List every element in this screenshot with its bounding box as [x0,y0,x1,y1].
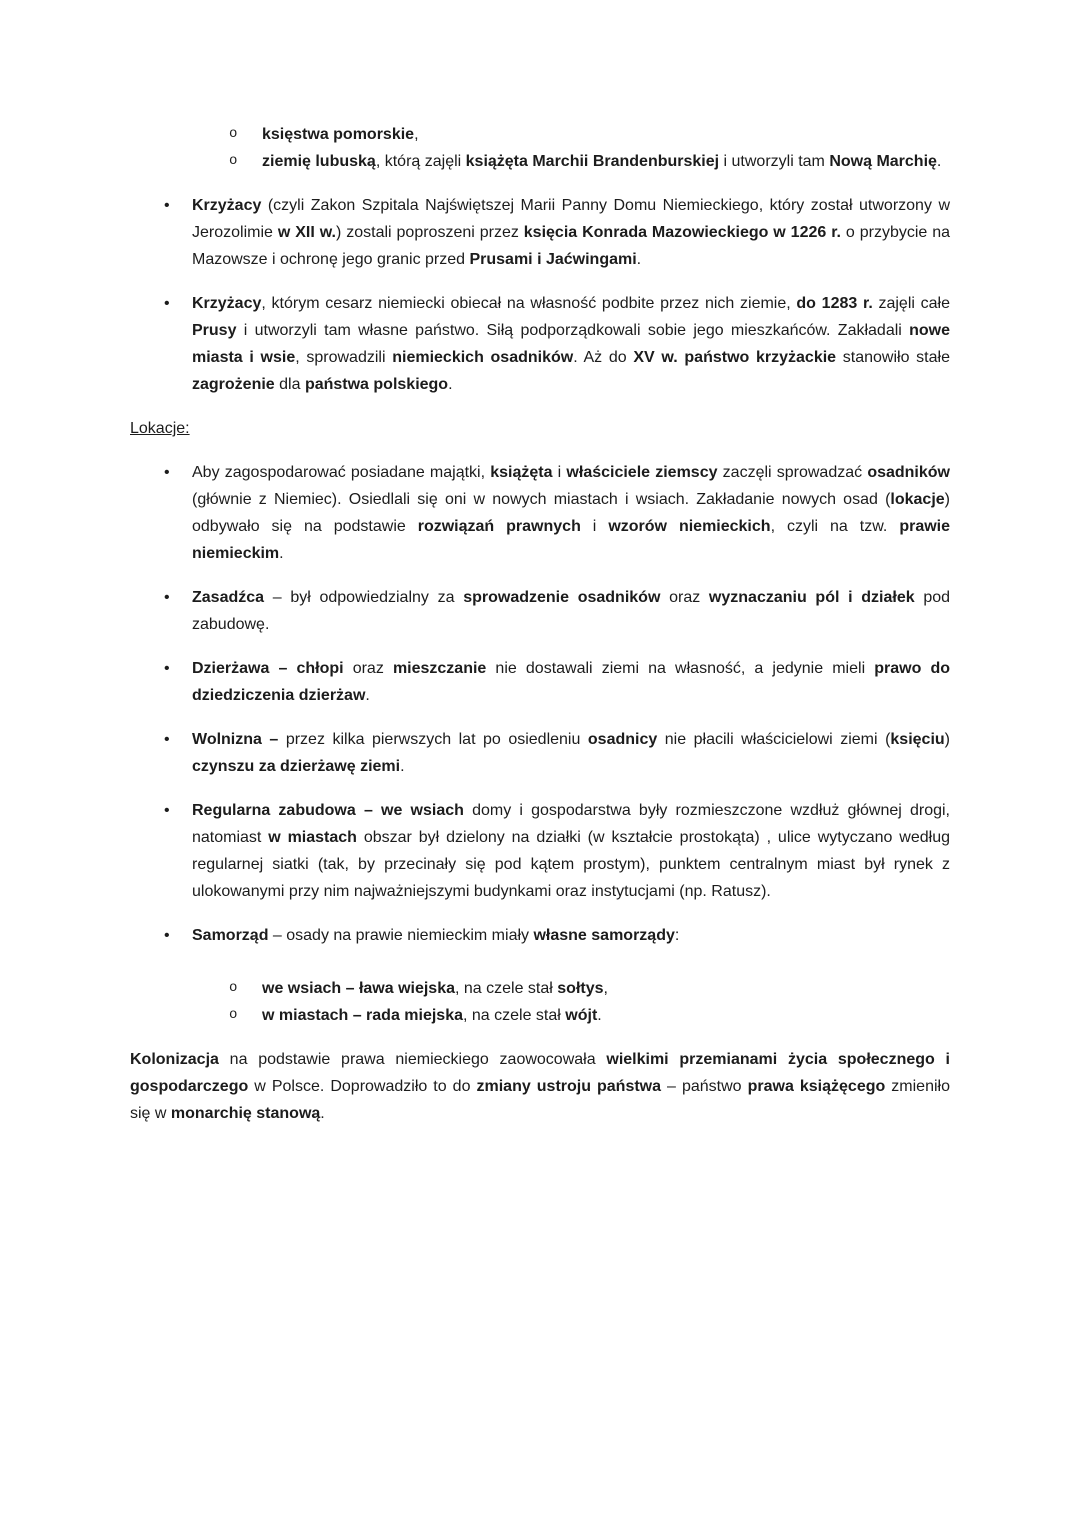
text-run: pod zabudowę. [192,589,951,633]
text-run: – był odpowiedzialny za [264,589,464,606]
text-run: . [279,545,284,562]
bold-text-run: mieszczanie [392,660,487,677]
text-run: stanowiło stałe [836,349,950,366]
text-run: , na czele stał [463,1007,566,1024]
bold-text-run: zagrożenie [192,376,275,393]
bold-text-run: niemieckich osadników [392,349,574,366]
circle-bullet-icon: o [229,153,238,169]
list-item [130,922,950,949]
bold-text-run: Prusami i Jaćwingami [469,251,637,268]
bold-text-run: państwa polskiego [304,376,449,393]
text-run: , [414,126,419,143]
list-item [130,459,950,567]
bold-text-run: Krzyżacy [192,197,262,214]
text-run: nie dostawali ziemi na własność, a jedynie mieli [486,660,875,677]
text-run: i utworzyli tam własne państwo. Siłą podporządkowali sobie jego mieszkańców. Zakładali [236,322,910,339]
bold-text-run: księciu [890,731,945,748]
text-run: ) [944,731,950,748]
text-run: ) zostali poproszeni przez [336,224,524,241]
text-run: nie płacili właścicielowi ziemi ( [657,731,891,748]
bold-text-run: zmiany ustroju państwa [476,1078,662,1095]
bold-text-run: prawie niemieckim [192,518,950,562]
text-run: przez kilka pierwszych lat po osiedleniu [278,731,588,748]
text-run: : [674,927,680,944]
text-run: (czyli Zakon Szpitala Najświętszej Marii Panny Domu Niemieckiego, który został utworzony w Jerozolimie [192,197,950,241]
text-run: . [448,376,453,393]
bullet-icon: • [164,927,170,944]
text-run: , którym cesarz niemiecki obiecał na własność podbite przez nich ziemie, [261,295,797,312]
bold-text-run: w miastach [268,829,357,846]
text-run: , [603,980,608,997]
bold-text-run: monarchię stanową [170,1105,321,1122]
list-item-text [192,927,679,944]
bullet-icon: • [164,589,170,606]
document-body [130,121,950,1127]
circle-bullet-icon: o [229,980,238,996]
bold-text-run: Nową Marchię [829,153,937,170]
bold-text-run: książęta Marchii Brandenburskiej [465,153,720,170]
text-run: . [365,687,370,704]
bold-text-run: czynszu za dzierżawę ziemi [192,758,401,775]
text-run: – państwo [661,1078,748,1095]
bold-text-run: XV w. [633,349,678,366]
bold-text-run: prawa książęcego [747,1078,886,1095]
text-run: . [597,1007,602,1024]
bullet-icon: • [164,802,170,819]
bold-text-run: Dzierżawa – chłopi [192,660,344,677]
list-item [130,192,950,273]
bold-text-run: osadnicy [587,731,658,748]
bold-text-run: osadników [867,464,950,481]
list-item [130,655,950,709]
bold-text-run: Kolonizacja [130,1051,219,1068]
text-run: . [320,1105,325,1122]
text-run: ) odbywało się na podstawie [192,491,950,535]
circle-bullet-icon: o [229,126,238,142]
bold-text-run: Wolnizna – [192,731,279,748]
text-run: zmieniło się w [130,1078,950,1122]
section-heading [130,415,950,442]
bold-text-run: sołtys [557,980,604,997]
list-item-text [262,153,941,170]
bold-text-run: rozwiązań prawnych [417,518,581,535]
text-run: i utworzyli tam [719,153,830,170]
bullet-icon: • [164,295,170,312]
bold-text-run: wielkimi przemianami życia społecznego i gospodarczego [130,1051,950,1095]
bullet-icon: • [164,464,170,481]
bold-text-run: prawo do dziedziczenia dzierżaw [192,660,951,704]
bold-text-run: wzorów niemieckich [608,518,771,535]
bullet-icon: • [164,660,170,677]
sub-list-item [130,1002,950,1029]
text-run: o przybycie na Mazowsze i ochronę jego granic przed [192,224,951,268]
list-item-text [192,731,950,775]
bold-text-run: właściciele ziemscy [566,464,718,481]
list-item-text [192,197,950,268]
bullet-icon: • [164,731,170,748]
text-run: , czyli na tzw. [770,518,900,535]
list-item-text [192,295,950,393]
bold-text-run: Samorząd [192,927,269,944]
list-item-text [262,980,608,997]
bold-text-run: wójt [565,1007,598,1024]
list-item-text [262,126,419,143]
list-item [130,290,950,398]
text-run: – osady na prawie niemieckim miały [268,927,534,944]
bold-text-run: Krzyżacy [192,295,262,312]
bold-text-run: Prusy [192,322,237,339]
bold-text-run: wyznaczaniu pól i działek [708,589,915,606]
text-run: dla [274,376,305,393]
text-run: i [580,518,609,535]
bold-text-run: w miastach – rada miejska [262,1007,463,1024]
text-run: w Polsce. Doprowadziło to do [248,1078,477,1095]
section-heading-text: Lokacje: [130,420,190,437]
text-run: . [936,153,942,170]
bold-text-run: książęta [490,464,553,481]
bold-text-run: państwo krzyżackie [684,349,837,366]
text-run: zajęli całe [872,295,950,312]
text-run: obszar był dzielony na działki (w kształcie prostokąta) , ulice wytyczano według regularnej siatki (tak, by przecinały się pod kątem prostym), punktem centralnym miast był rynek z ulokowanymi przy nim najważniejszymi budynkami oraz instytucjami (np. Ratusz). [192,829,950,900]
text-run: , sprowadzili [295,349,393,366]
bold-text-run: w XII w. [277,224,336,241]
circle-bullet-icon: o [229,1007,238,1023]
sub-list-item [130,148,950,175]
sub-list-item [130,975,950,1002]
text-run: na podstawie prawa niemieckiego zaowocowała [218,1051,607,1068]
sub-list-item [130,121,950,148]
bold-text-run: nowe miasta i wsie [192,322,950,366]
text-run: Aby zagospodarować posiadane majątki, [192,464,491,481]
bold-text-run: Zasadźca [192,589,265,606]
list-item [130,584,950,638]
text-run: . [400,758,405,775]
bold-text-run: we wsiach – ława wiejska [262,980,455,997]
list-item-text [262,1007,602,1024]
text-run: . [636,251,642,268]
list-item-text [192,802,950,900]
bold-text-run: do 1283 r. [796,295,873,312]
bold-text-run: sprowadzenie osadników [463,589,661,606]
list-item [130,797,950,905]
bold-text-run: księstwa pomorskie [262,126,415,143]
text-run: (głównie z Niemiec). Osiedlali się oni w nowych miastach i wsiach. Zakładanie nowych osad ( [192,491,891,508]
text-run: zaczęli sprowadzać [717,464,868,481]
text-run: , którą zajęli [375,153,466,170]
bold-text-run: księcia Konrada Mazowieckiego w 1226 r. [523,224,841,241]
paragraph [130,1046,950,1127]
bold-text-run: własne samorządy [533,927,675,944]
list-item [130,726,950,780]
text-run: oraz [660,589,709,606]
list-item-text [192,464,950,562]
list-item-text [192,589,950,633]
text-run: , na czele stał [455,980,558,997]
text-run: oraz [343,660,393,677]
text-run: . Aż do [573,349,634,366]
bold-text-run: Regularna zabudowa – we wsiach [192,802,464,819]
bullet-icon: • [164,197,170,214]
text-run: domy i gospodarstwa były rozmieszczone wzdłuż głównej drogi, natomiast [192,802,950,846]
bold-text-run: ziemię lubuską [262,153,376,170]
list-item-text [192,660,950,704]
text-run: i [552,464,567,481]
bold-text-run: lokacje [890,491,945,508]
